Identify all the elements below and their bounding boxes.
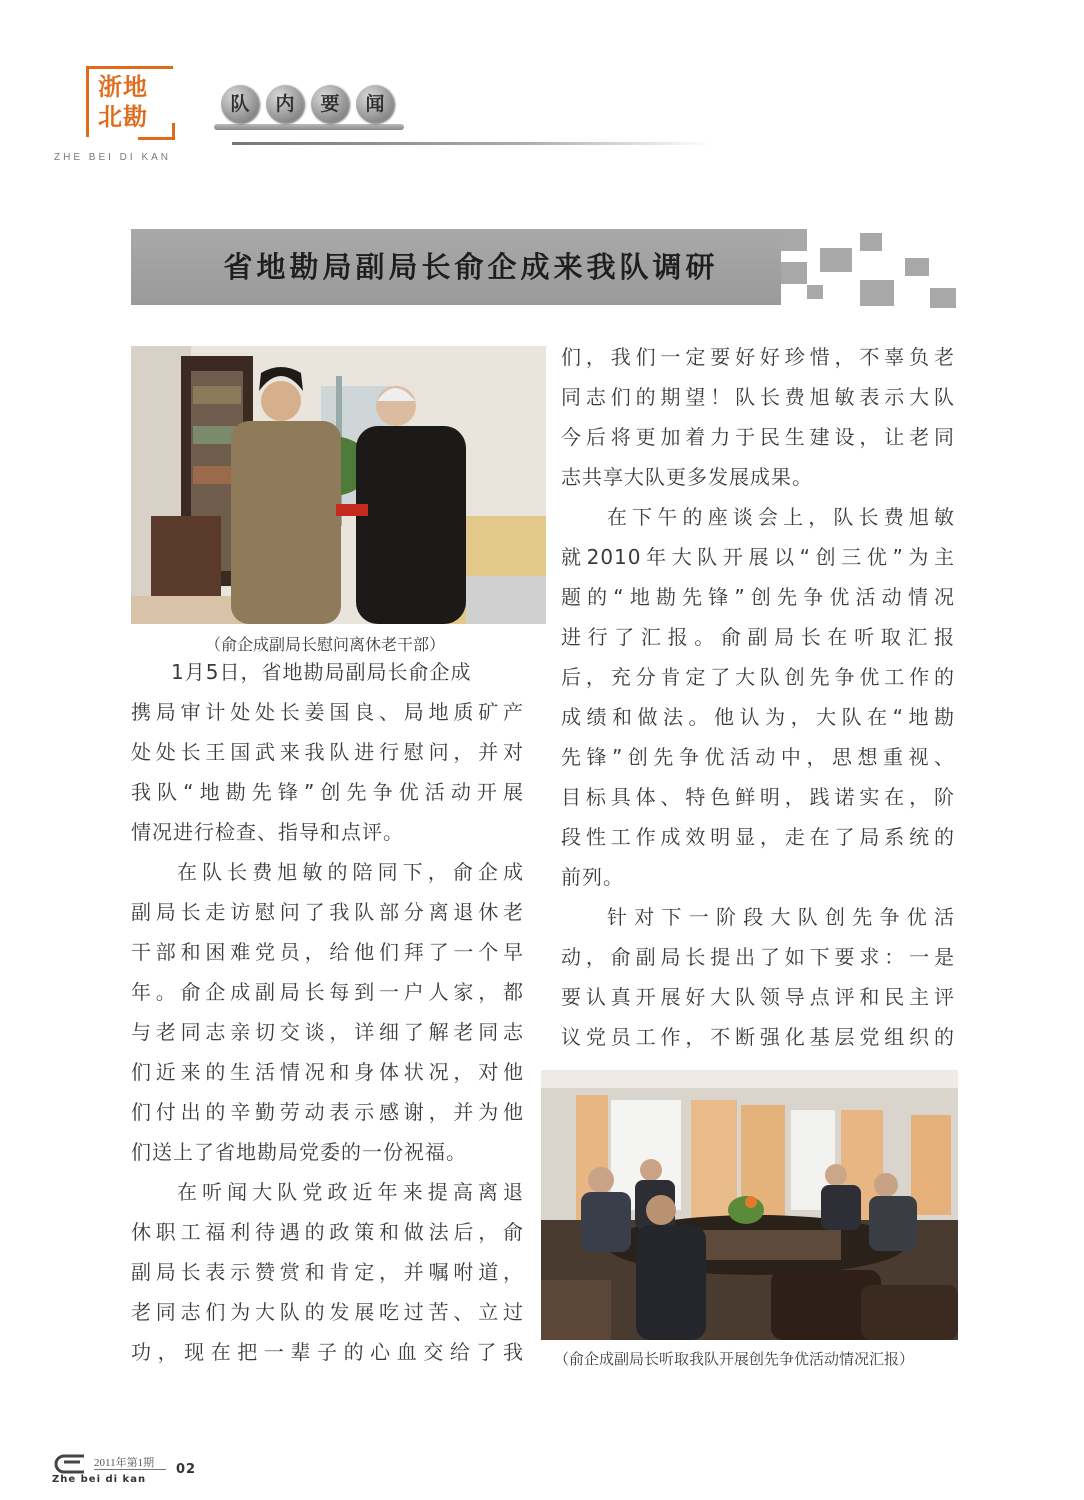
logo-english: ZHE BEI DI KAN — [54, 152, 172, 163]
body-line-r8: 进行了汇报。俞副局长在听取汇报 — [561, 625, 955, 649]
article-title: 省地勘局副局长俞企成来我队调研 — [223, 250, 719, 284]
body-line-l13: 们送上了省地勘局党委的一份祝福。 — [131, 1140, 467, 1164]
body-line-l14: 在听闻大队党政近年来提高离退 — [177, 1180, 524, 1204]
body-line-r6: 就2010年大队开展以“创三优”为主 — [561, 545, 955, 569]
section-char-4: 闻 — [356, 85, 394, 123]
body-line-r14: 前列。 — [561, 865, 624, 889]
body-line-l17: 老同志们为大队的发展吃过苦、立过 — [131, 1300, 524, 1324]
body-line-r18: 议党员工作，不断强化基层党组织的 — [561, 1025, 955, 1049]
banner-square — [820, 248, 852, 272]
body-line-r13: 段性工作成效明显，走在了局系统的 — [561, 825, 955, 849]
section-char-3: 要 — [311, 85, 349, 123]
body-line-l11: 们近来的生活情况和身体状况，对他 — [131, 1060, 524, 1084]
section-char-1: 队 — [221, 85, 259, 123]
body-line-l2: 携局审计处处长姜国良、局地质矿产 — [131, 700, 524, 724]
banner-square — [860, 280, 894, 306]
footer-logo-icon — [54, 1450, 90, 1474]
body-line-r3: 今后将更加着力于民生建设，让老同 — [561, 425, 955, 449]
body-line-r9: 后，充分肯定了大队创先争优工作的 — [561, 665, 955, 689]
footer-english: Zhe bei di kan — [52, 1474, 147, 1485]
body-line-l9: 年。俞企成副局长每到一户人家，都 — [131, 980, 524, 1004]
photo-meeting-report — [541, 1070, 958, 1340]
body-line-l8: 干部和困难党员，给他们拜了一个早 — [131, 940, 524, 964]
body-line-l18: 功，现在把一辈子的心血交给了我 — [131, 1340, 524, 1364]
header-divider — [232, 142, 712, 145]
body-line-r11: 先锋”创先争优活动中，思想重视、 — [561, 745, 955, 769]
body-line-l10: 与老同志亲切交谈，详细了解老同志 — [131, 1020, 524, 1044]
body-line-r4: 志共享大队更多发展成果。 — [561, 465, 813, 489]
footer-issue: 2011年第1期 — [94, 1457, 155, 1469]
body-line-l4: 我队“地勘先锋”创先争优活动开展 — [131, 780, 524, 804]
body-line-l3: 处处长王国武来我队进行慰问，并对 — [131, 740, 524, 764]
body-line-r12: 目标具体、特色鲜明，践诺实在，阶 — [561, 785, 955, 809]
section-char-2: 内 — [266, 85, 304, 123]
body-line-r7: 题的“地勘先锋”创先争优活动情况 — [561, 585, 955, 609]
body-line-l7: 副局长走访慰问了我队部分离退休老 — [131, 900, 524, 924]
body-line-r1: 们，我们一定要好好珍惜，不辜负老 — [561, 345, 955, 369]
body-line-l6: 在队长费旭敏的陪同下，俞企成 — [177, 860, 524, 884]
body-line-l1: 1月5日，省地勘局副局长俞企成 — [171, 660, 472, 684]
banner-square — [905, 258, 929, 276]
footer-rule — [94, 1469, 166, 1470]
photo1-caption: （俞企成副局长慰问离休老干部） — [205, 635, 446, 654]
page-number: 02 — [176, 1462, 197, 1477]
photo2-caption: （俞企成副局长听取我队开展创先争优活动情况汇报） — [554, 1350, 915, 1368]
logo-text-line1: 浙地 — [98, 72, 148, 101]
body-line-l15: 休职工福利待遇的政策和做法后，俞 — [131, 1220, 524, 1244]
body-line-r16: 动，俞副局长提出了如下要求：一是 — [561, 945, 955, 969]
body-line-l12: 们付出的辛勤劳动表示感谢，并为他 — [131, 1100, 524, 1124]
section-underline — [214, 124, 404, 130]
photo-visit-retired-cadre — [131, 346, 546, 624]
body-line-l16: 副局长表示赞赏和肯定，并嘱咐道， — [131, 1260, 524, 1284]
banner-square — [930, 288, 956, 308]
body-line-r2: 同志们的期望！队长费旭敏表示大队 — [561, 385, 955, 409]
body-line-r15: 针对下一阶段大队创先争优活 — [607, 905, 955, 929]
logo-text-line2: 北勘 — [98, 102, 148, 131]
body-line-r17: 要认真开展好大队领导点评和民主评 — [561, 985, 955, 1009]
body-line-r5: 在下午的座谈会上，队长费旭敏 — [607, 505, 955, 529]
banner-square — [860, 233, 882, 251]
body-line-r10: 成绩和做法。他认为，大队在“地勘 — [561, 705, 955, 729]
body-line-l5: 情况进行检查、指导和点评。 — [131, 820, 404, 844]
